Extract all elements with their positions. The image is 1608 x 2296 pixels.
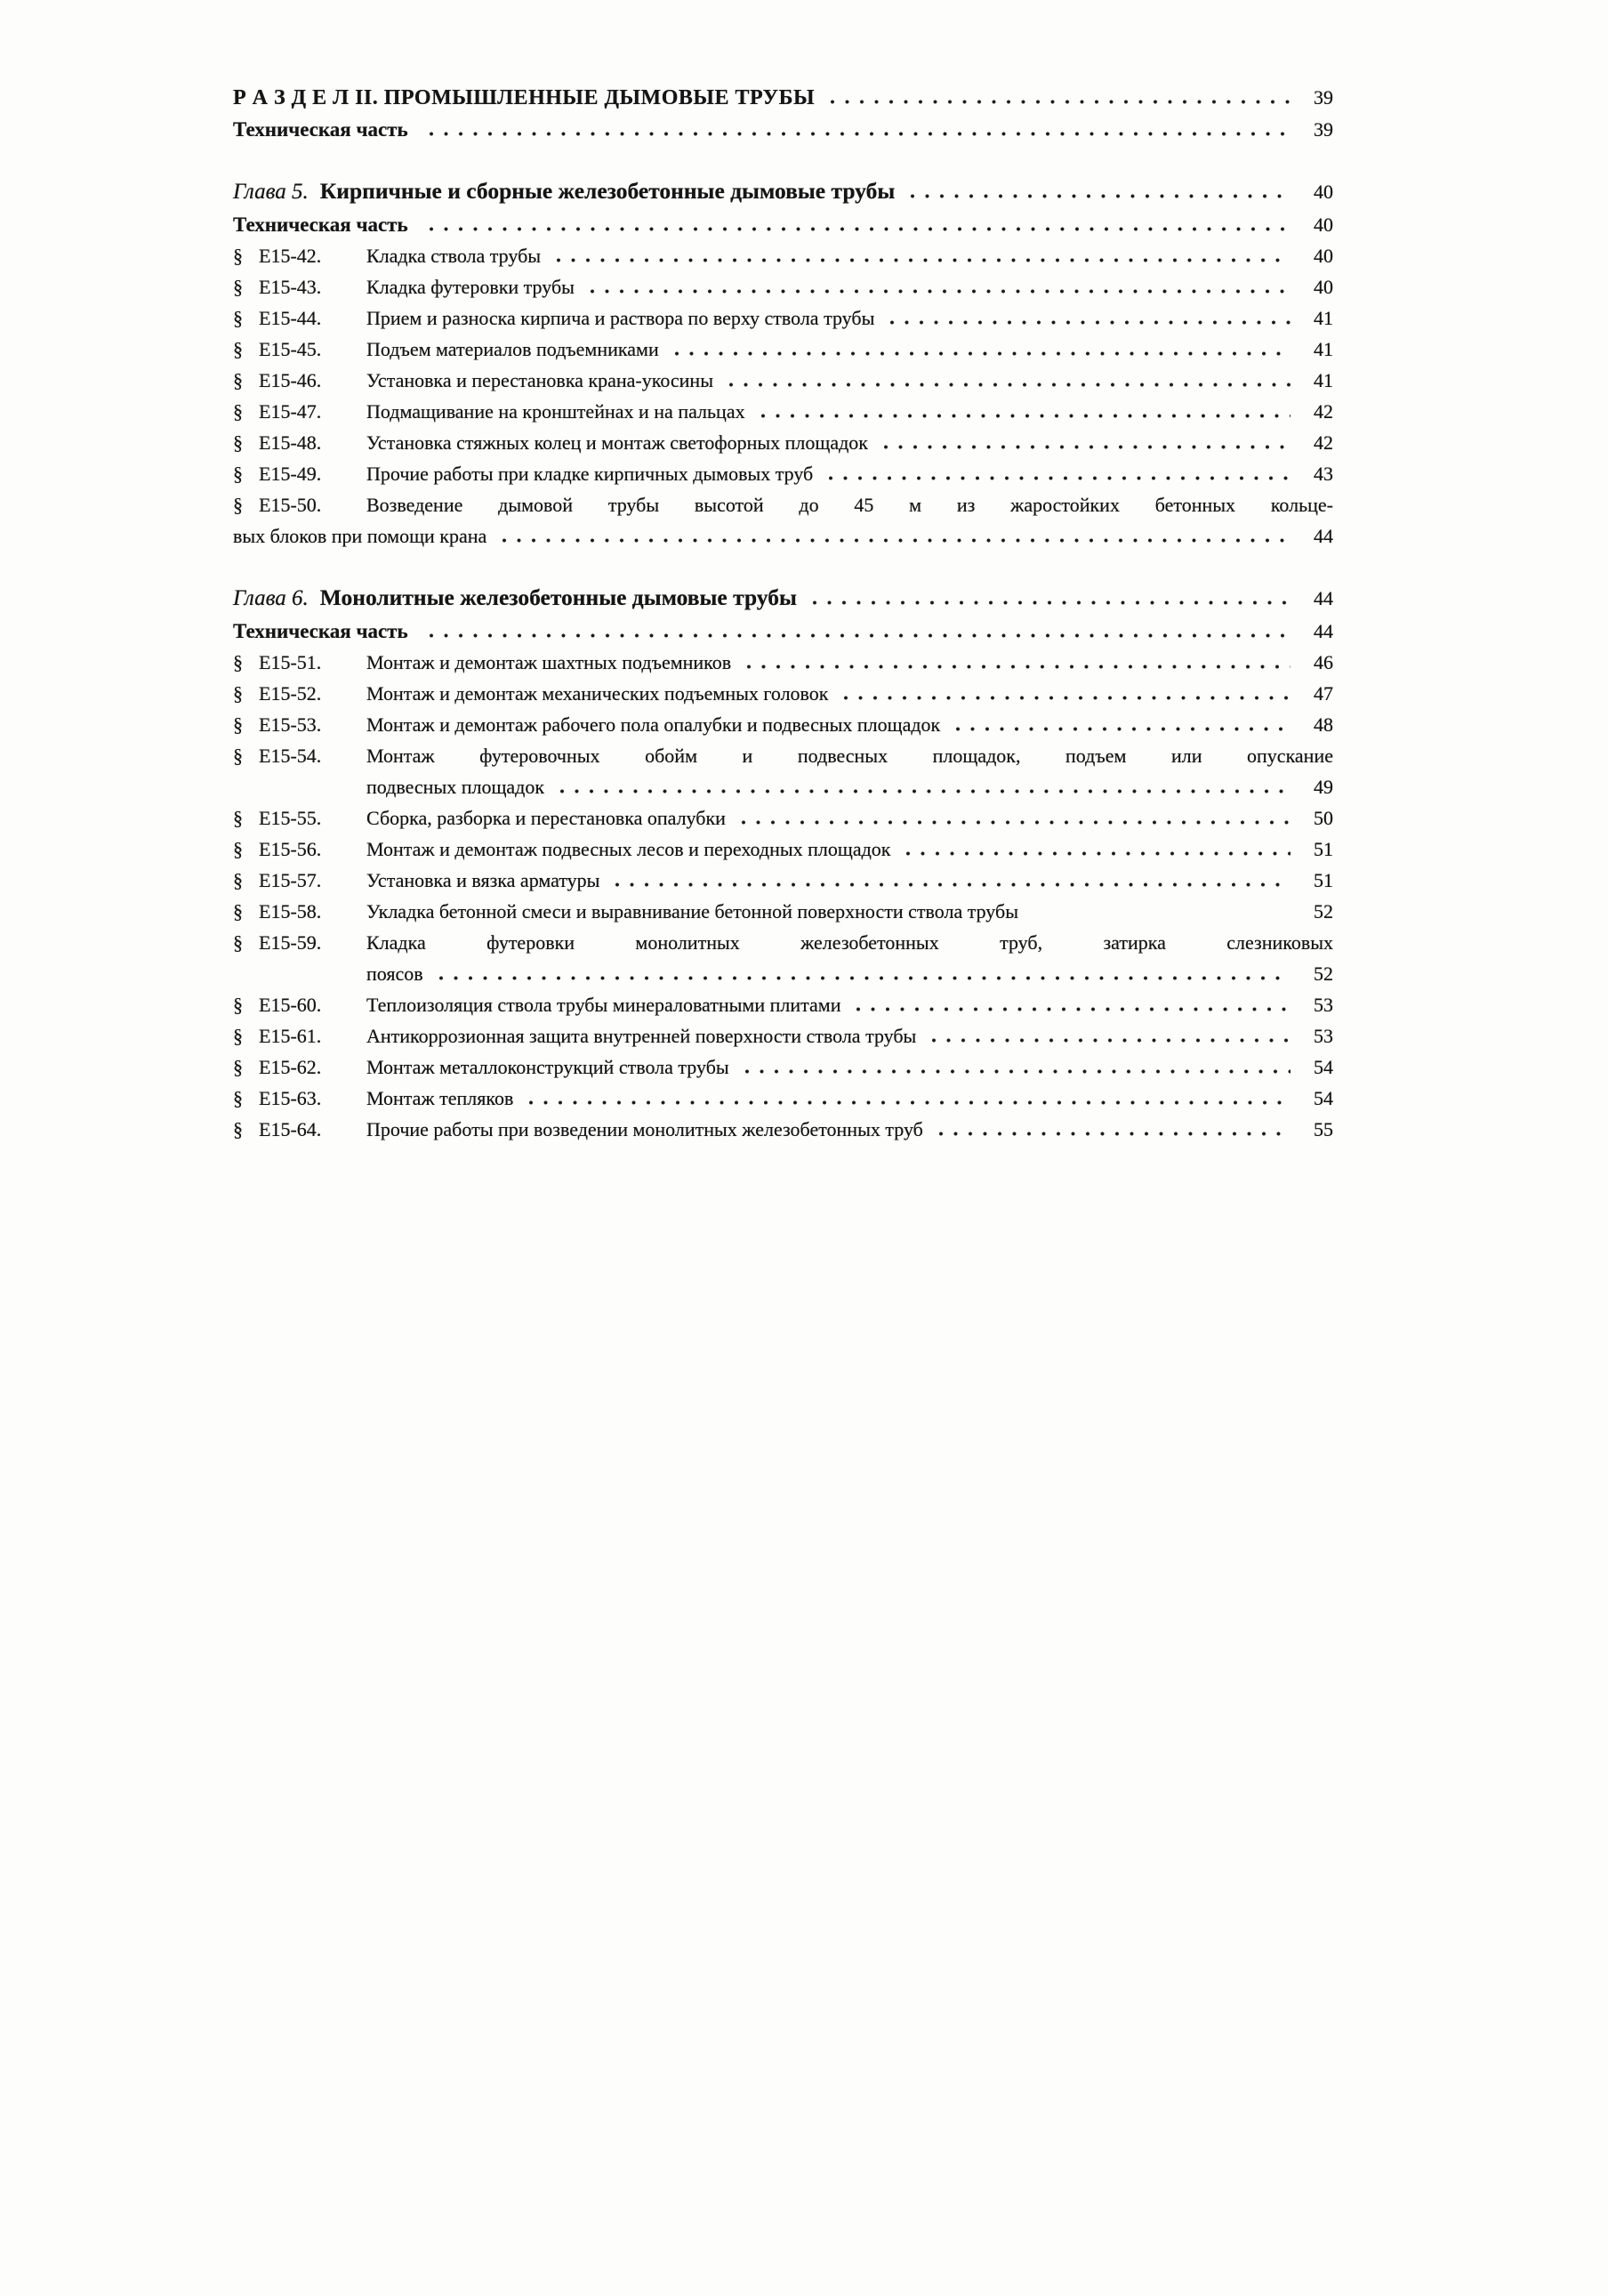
page-number: 52 bbox=[1314, 963, 1333, 985]
dot-leader bbox=[901, 851, 1290, 856]
dot-leader bbox=[951, 727, 1290, 731]
page-number: 49 bbox=[1314, 776, 1333, 798]
toc-entry-row bbox=[233, 834, 1333, 865]
dot-leader bbox=[424, 132, 1290, 136]
toc-entry-row bbox=[233, 1051, 1333, 1083]
dot-leader bbox=[839, 696, 1290, 700]
entry-code: Е15-56. bbox=[259, 838, 322, 860]
page-number: 40 bbox=[1314, 181, 1333, 203]
page-number: 47 bbox=[1314, 682, 1333, 705]
page-number: 48 bbox=[1314, 713, 1333, 736]
tech-part-label: Техническая часть bbox=[233, 118, 408, 141]
entry-code: Е15-52. bbox=[259, 682, 322, 705]
page-number: 44 bbox=[1314, 587, 1333, 609]
page-number: 52 bbox=[1314, 900, 1333, 922]
paragraph-sign: § bbox=[233, 994, 243, 1016]
tech-part-label: Техническая часть bbox=[233, 620, 408, 642]
entry-title-part1: Возведение дымовой трубы высотой до 45 м из жаростойких бетонных кольце- bbox=[366, 494, 1333, 516]
entry-title: Монтаж и демонтаж рабочего пола опалубки и подвесных площадок bbox=[366, 713, 941, 736]
page-number: 43 bbox=[1314, 463, 1333, 485]
dot-leader bbox=[497, 538, 1290, 543]
toc-section-row bbox=[233, 82, 1333, 114]
entry-code: Е15-51. bbox=[259, 651, 322, 673]
page-number: 54 bbox=[1314, 1056, 1333, 1078]
dot-leader bbox=[934, 1132, 1290, 1136]
entry-title: Кладка футеровки трубы bbox=[366, 276, 575, 298]
entry-code: Е15-50. bbox=[259, 494, 322, 516]
dot-leader bbox=[524, 1100, 1290, 1105]
dot-leader bbox=[927, 1038, 1290, 1043]
entry-line-2 bbox=[233, 958, 1333, 989]
paragraph-sign: § bbox=[233, 338, 243, 360]
entry-code: Е15-53. bbox=[259, 713, 322, 736]
entry-line-2 bbox=[233, 520, 1333, 552]
toc-entry-row bbox=[233, 678, 1333, 709]
toc-entry-row bbox=[233, 334, 1333, 365]
page-number: 40 bbox=[1314, 213, 1333, 236]
entry-title: Установка и вязка арматуры bbox=[366, 869, 600, 891]
entry-title: Прочие работы при кладке кирпичных дымовых труб bbox=[366, 463, 814, 485]
toc-entry-row bbox=[233, 1020, 1333, 1051]
dot-leader bbox=[824, 476, 1290, 480]
dot-leader bbox=[808, 600, 1290, 605]
entry-code: Е15-46. bbox=[259, 369, 322, 391]
toc-entry-row-twoline bbox=[233, 740, 1333, 802]
toc-entry-row bbox=[233, 989, 1333, 1020]
dot-leader bbox=[724, 383, 1290, 387]
entry-line-1 bbox=[233, 740, 1333, 771]
dot-leader bbox=[1029, 914, 1290, 918]
entry-code: Е15-57. bbox=[259, 869, 322, 891]
page-number: 44 bbox=[1314, 525, 1333, 547]
paragraph-sign: § bbox=[233, 682, 243, 705]
chapter-prefix: Глава 5. bbox=[233, 180, 309, 204]
dot-leader bbox=[736, 820, 1290, 825]
page-number: 55 bbox=[1314, 1118, 1333, 1140]
paragraph-sign: § bbox=[233, 400, 243, 423]
toc-chapter-row bbox=[233, 581, 1333, 616]
dot-leader bbox=[555, 789, 1290, 794]
entry-code: Е15-43. bbox=[259, 276, 322, 298]
dot-leader bbox=[879, 445, 1290, 449]
toc-entry-row bbox=[233, 365, 1333, 396]
entry-line-2 bbox=[233, 771, 1333, 802]
toc-entry-row bbox=[233, 802, 1333, 834]
entry-title: Монтаж и демонтаж шахтных подъемников bbox=[366, 651, 732, 673]
toc-entry-row bbox=[233, 396, 1333, 427]
paragraph-sign: § bbox=[233, 1025, 243, 1047]
paragraph-sign: § bbox=[233, 713, 243, 736]
page-number: 41 bbox=[1314, 369, 1333, 391]
entry-title-part2: подвесных площадок bbox=[366, 776, 545, 798]
entry-line-1 bbox=[233, 489, 1333, 520]
toc-tech-row bbox=[233, 209, 1333, 240]
entry-title-part1: Монтаж футеровочных обойм и подвесных площадок, подъем или опускание bbox=[366, 745, 1333, 767]
entry-title: Укладка бетонной смеси и выравнивание бетонной поверхности ствола трубы bbox=[366, 900, 1018, 922]
dot-leader bbox=[424, 633, 1290, 638]
paragraph-sign: § bbox=[233, 869, 243, 891]
paragraph-sign: § bbox=[233, 431, 243, 454]
paragraph-sign: § bbox=[233, 900, 243, 922]
dot-leader bbox=[905, 194, 1290, 198]
entry-title: Установка стяжных колец и монтаж светофорных площадок bbox=[366, 431, 868, 454]
paragraph-sign: § bbox=[233, 838, 243, 860]
entry-title: Монтаж и демонтаж механических подъемных головок bbox=[366, 682, 829, 705]
entry-code: Е15-63. bbox=[259, 1087, 322, 1109]
page-number: 53 bbox=[1314, 1025, 1333, 1047]
tech-part-label: Техническая часть bbox=[233, 213, 408, 236]
chapter-title: Кирпичные и сборные железобетонные дымовые трубы bbox=[319, 178, 896, 204]
paragraph-sign: § bbox=[233, 494, 243, 516]
paragraph-sign: § bbox=[233, 463, 243, 485]
page-number: 41 bbox=[1314, 307, 1333, 329]
paragraph-sign: § bbox=[233, 1056, 243, 1078]
paragraph-sign: § bbox=[233, 1118, 243, 1140]
page-number: 51 bbox=[1314, 869, 1333, 891]
paragraph-sign: § bbox=[233, 276, 243, 298]
entry-title: Кладка ствола трубы bbox=[366, 245, 542, 267]
paragraph-sign: § bbox=[233, 369, 243, 391]
entry-code: Е15-62. bbox=[259, 1056, 322, 1078]
toc-entry-row bbox=[233, 302, 1333, 334]
dot-leader bbox=[424, 227, 1290, 231]
chapter-title: Монолитные железобетонные дымовые трубы bbox=[319, 584, 797, 610]
dot-leader bbox=[551, 258, 1290, 262]
paragraph-sign: § bbox=[233, 931, 243, 954]
toc-entry-row bbox=[233, 865, 1333, 896]
dot-leader bbox=[610, 882, 1290, 887]
entry-code: Е15-60. bbox=[259, 994, 322, 1016]
toc-entry-row bbox=[233, 427, 1333, 458]
entry-title-part1: Кладка футеровки монолитных железобетонных труб, затирка слезниковых bbox=[366, 931, 1333, 954]
toc-entry-row bbox=[233, 1083, 1333, 1114]
dot-leader bbox=[434, 976, 1290, 980]
toc-entry-row-twoline bbox=[233, 927, 1333, 989]
page-number: 42 bbox=[1314, 431, 1333, 454]
entry-line-1 bbox=[233, 927, 1333, 958]
page-number: 50 bbox=[1314, 807, 1333, 829]
dot-leader bbox=[825, 100, 1290, 104]
entry-code: Е15-44. bbox=[259, 307, 322, 329]
entry-code: Е15-49. bbox=[259, 463, 322, 485]
page-number: 53 bbox=[1314, 994, 1333, 1016]
toc-entry-row bbox=[233, 271, 1333, 302]
dot-leader bbox=[851, 1007, 1290, 1011]
paragraph-sign: § bbox=[233, 651, 243, 673]
entry-title: Теплоизоляция ствола трубы минераловатными плитами bbox=[366, 994, 841, 1016]
table-of-contents bbox=[233, 82, 1333, 1145]
page-number: 51 bbox=[1314, 838, 1333, 860]
section-heading: Р А З Д Е Л II. ПРОМЫШЛЕННЫЕ ДЫМОВЫЕ ТРУБЫ bbox=[233, 86, 816, 109]
dot-leader bbox=[670, 351, 1290, 356]
entry-code: Е15-42. bbox=[259, 245, 322, 267]
toc-entry-row bbox=[233, 1114, 1333, 1145]
dot-leader bbox=[740, 1069, 1290, 1074]
entry-title-part2: вых блоков при помощи крана bbox=[233, 525, 487, 547]
toc-entry-row bbox=[233, 240, 1333, 271]
entry-code: Е15-58. bbox=[259, 900, 322, 922]
page-number: 46 bbox=[1314, 651, 1333, 673]
paragraph-sign: § bbox=[233, 1087, 243, 1109]
entry-title: Монтаж тепляков bbox=[366, 1087, 514, 1109]
entry-title: Подъем материалов подъемниками bbox=[366, 338, 659, 360]
entry-code: Е15-48. bbox=[259, 431, 322, 454]
entry-title: Сборка, разборка и перестановка опалубки bbox=[366, 807, 726, 829]
toc-tech-row bbox=[233, 114, 1333, 145]
entry-title: Монтаж металлоконструкций ствола трубы bbox=[366, 1056, 729, 1078]
page-number: 39 bbox=[1314, 86, 1333, 109]
entry-code: Е15-64. bbox=[259, 1118, 322, 1140]
toc-entry-row-twoline bbox=[233, 489, 1333, 552]
paragraph-sign: § bbox=[233, 307, 243, 329]
entry-code: Е15-55. bbox=[259, 807, 322, 829]
entry-title: Прием и разноска кирпича и раствора по верху ствола трубы bbox=[366, 307, 875, 329]
entry-title: Прочие работы при возведении монолитных железобетонных труб bbox=[366, 1118, 923, 1140]
entry-code: Е15-45. bbox=[259, 338, 322, 360]
page-number: 42 bbox=[1314, 400, 1333, 423]
entry-title: Монтаж и демонтаж подвесных лесов и переходных площадок bbox=[366, 838, 891, 860]
dot-leader bbox=[756, 414, 1290, 418]
entry-title-part2: поясов bbox=[366, 963, 423, 985]
chapter-prefix: Глава 6. bbox=[233, 586, 309, 610]
toc-entry-row bbox=[233, 647, 1333, 678]
toc-entry-row bbox=[233, 709, 1333, 740]
entry-title: Установка и перестановка крана-укосины bbox=[366, 369, 713, 391]
page-number: 40 bbox=[1314, 245, 1333, 267]
page-number: 40 bbox=[1314, 276, 1333, 298]
entry-code: Е15-59. bbox=[259, 931, 322, 954]
toc-chapter-row bbox=[233, 174, 1333, 209]
page-number: 54 bbox=[1314, 1087, 1333, 1109]
dot-leader bbox=[885, 320, 1290, 325]
dot-leader bbox=[585, 289, 1290, 294]
page-number: 44 bbox=[1314, 620, 1333, 642]
entry-code: Е15-54. bbox=[259, 745, 322, 767]
entry-code: Е15-61. bbox=[259, 1025, 322, 1047]
toc-entry-row bbox=[233, 458, 1333, 489]
paragraph-sign: § bbox=[233, 245, 243, 267]
paragraph-sign: § bbox=[233, 745, 243, 767]
page-number: 39 bbox=[1314, 118, 1333, 141]
entry-title: Подмащивание на кронштейнах и на пальцах bbox=[366, 400, 745, 423]
entry-code: Е15-47. bbox=[259, 400, 322, 423]
paragraph-sign: § bbox=[233, 807, 243, 829]
toc-tech-row bbox=[233, 616, 1333, 647]
page-number: 41 bbox=[1314, 338, 1333, 360]
toc-entry-row bbox=[233, 896, 1333, 927]
dot-leader bbox=[742, 665, 1290, 669]
entry-title: Антикоррозионная защита внутренней поверхности ствола трубы bbox=[366, 1025, 917, 1047]
